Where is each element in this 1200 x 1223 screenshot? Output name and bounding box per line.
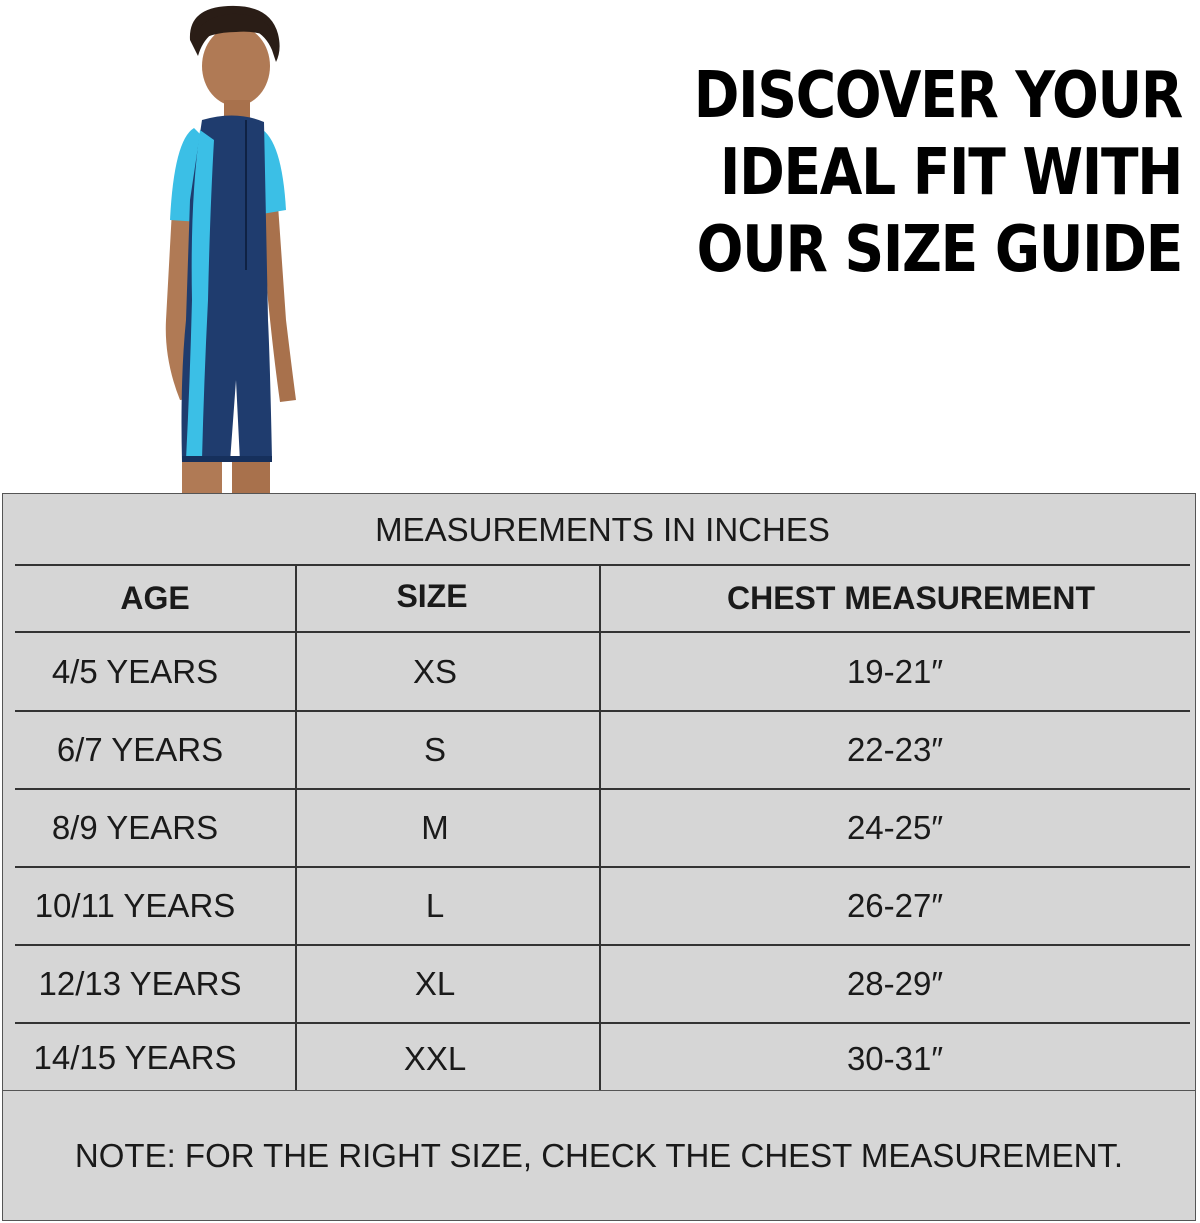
cell-size: XL [414, 965, 456, 1002]
cell-size: S [423, 731, 446, 768]
cell-size: L [425, 887, 445, 924]
cell-age: 10/11 YEARS [34, 887, 236, 924]
sizing-note: NOTE: FOR THE RIGHT SIZE, CHECK THE CHEST MEASUREMENT. [2, 1090, 1196, 1221]
cell-chest: 24-25″ [846, 809, 944, 846]
cell-age: 4/5 YEARS [51, 652, 219, 690]
headline-line-3: OUR SIZE GUIDE [696, 213, 1182, 287]
table-caption: MEASUREMENTS IN INCHES [375, 511, 830, 548]
headline-line-2: IDEAL FIT WITH [719, 136, 1182, 210]
cell-age: 14/15 YEARS [33, 1039, 237, 1076]
cell-chest: 22-23″ [846, 731, 944, 768]
headline-line-1: DISCOVER YOUR [693, 59, 1182, 133]
cell-chest: 19-21″ [846, 652, 944, 690]
cell-size: M [421, 809, 449, 846]
cell-size: XS [412, 652, 458, 690]
cell-age: 6/7 YEARS [56, 731, 224, 768]
cell-chest: 28-29″ [846, 965, 944, 1002]
header-chest-measurement: CHEST MEASUREMENT [726, 580, 1095, 616]
header-size: SIZE [396, 578, 468, 614]
cell-age: 12/13 YEARS [38, 965, 242, 1002]
cell-size: XXL [403, 1040, 467, 1077]
cell-age: 8/9 YEARS [51, 809, 219, 846]
headline [632, 58, 1182, 289]
model-photo [150, 0, 320, 495]
cell-chest: 30-31″ [846, 1040, 944, 1077]
header-age: AGE [120, 580, 190, 616]
size-table [2, 493, 1196, 1092]
cell-chest: 26-27″ [846, 887, 944, 924]
